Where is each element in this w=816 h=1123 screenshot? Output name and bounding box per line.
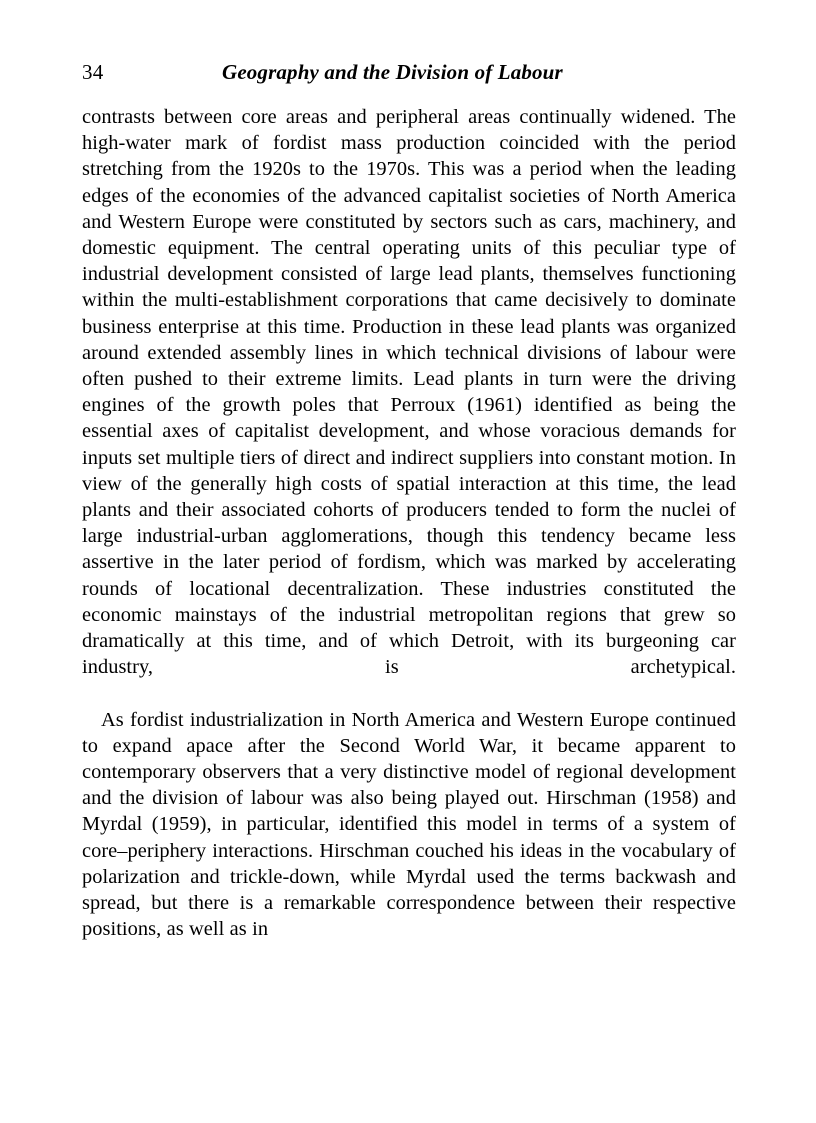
body-text-block bbox=[82, 104, 736, 943]
running-title: Geography and the Division of Labour bbox=[222, 60, 563, 84]
page-number: 34 bbox=[82, 60, 104, 84]
running-head bbox=[82, 62, 736, 92]
paragraph: As fordist industrialization in North America and Western Europe continued to expand apace after the Second World War, it became apparent to contemporary observers that a very distinctive model of regional development and the division of labour was also being played out. Hirschman (1958) and Myrdal (1959), in particular, identified this model in terms of a system of core–periphery interactions. Hirschman couched his ideas in the vocabulary of polarization and trickle-down, while Myrdal used the terms backwash and spread, but there is a remarkable correspondence between their respective positions, as well as in bbox=[82, 708, 736, 941]
paragraph: contrasts between core areas and peripheral areas continually widened. The high-water mark of fordist mass production coincided with the period stretching from the 1920s to the 1970s. This was a period when the leading edges of the economies of the advanced capitalist societies of North America and Western Europe were constituted by sectors such as cars, machinery, and domestic equipment. The central operating units of this peculiar type of industrial development consisted of large lead plants, themselves functioning within the multi-establishment corporations that came decisively to dominate business enterprise at this time. Production in these lead plants was organized around extended assembly lines in which technical divisions of labour were often pushed to their extreme limits. Lead plants in turn were the driving engines of the growth poles that Perroux (1961) identified as being the essential axes of capitalist development, and whose voracious demands for inputs set multiple tiers of direct and indirect suppliers into constant motion. In view of the generally high costs of spatial interaction at this time, the lead plants and their associated cohorts of producers tended to form the nuclei of large industrial-urban agglomerations, though this tendency became less assertive in the later period of fordism, which was marked by accelerating rounds of locational decentralization. These industries constituted the economic mainstays of the industrial metropolitan regions that grew so dramatically at this time, and of which Detroit, with its burgeoning car industry, is archetypical. bbox=[82, 106, 736, 679]
